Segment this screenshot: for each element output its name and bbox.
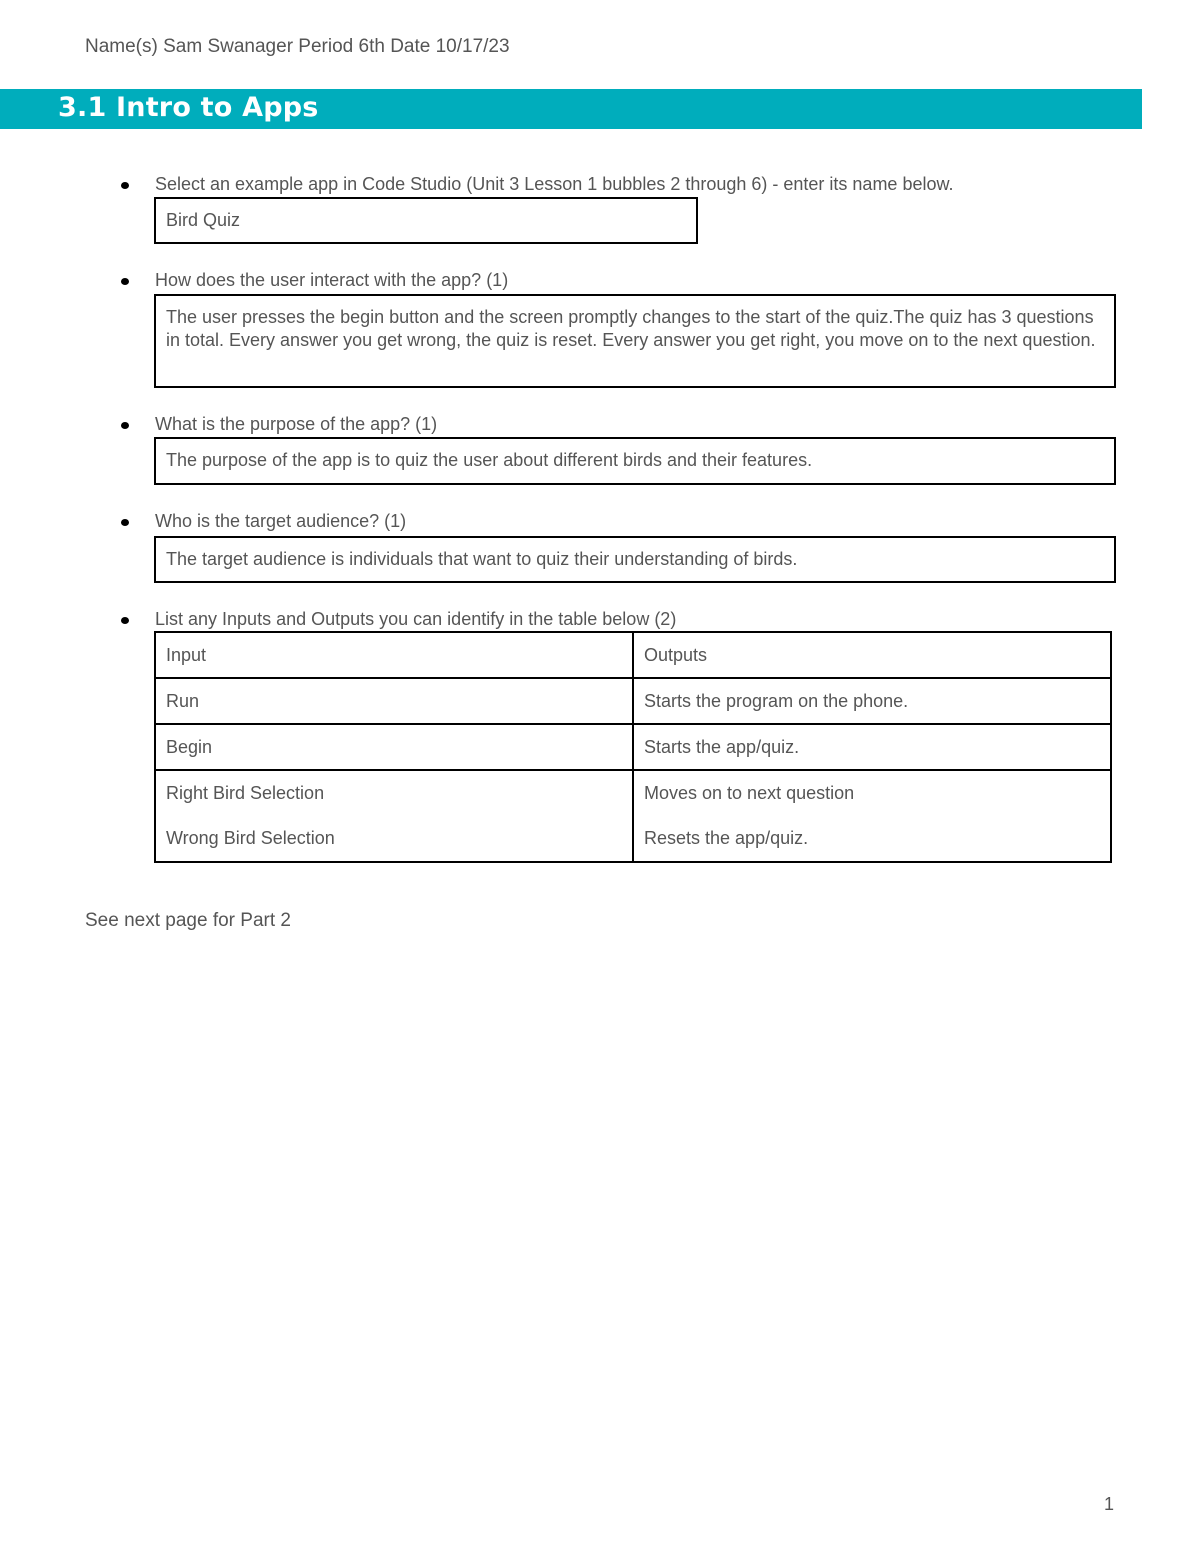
- bullet-icon: [121, 519, 129, 526]
- input-cell[interactable]: [155, 770, 633, 862]
- output-line: Resets the app/quiz.: [644, 828, 809, 848]
- bullet-icon: [121, 617, 129, 624]
- section-title-bar: [0, 89, 1142, 129]
- bullet-icon: [121, 278, 129, 285]
- question-1-prompt: Select an example app in Code Studio (Unit 3 Lesson 1 bubbles 2 through 6) - enter its name below.: [155, 174, 954, 194]
- table-row: [155, 770, 1111, 862]
- header-name-period-date: Name(s) Sam Swanager Period 6th Date 10/17/23: [85, 36, 510, 57]
- input-column-header: Input: [155, 632, 633, 678]
- bullet-icon: [121, 182, 129, 189]
- output-cell[interactable]: [633, 770, 1111, 862]
- input-cell[interactable]: Run: [155, 678, 633, 724]
- question-3-answer-field[interactable]: The purpose of the app is to quiz the user about different birds and their features.: [154, 437, 1116, 485]
- bullet-icon: [121, 422, 129, 429]
- input-cell[interactable]: Begin: [155, 724, 633, 770]
- table-row: [155, 724, 1111, 770]
- question-3-prompt: What is the purpose of the app? (1): [155, 414, 438, 434]
- table-header-row: [155, 632, 1111, 678]
- question-4-answer-field[interactable]: The target audience is individuals that want to quiz their understanding of birds.: [154, 536, 1116, 583]
- footer-note: See next page for Part 2: [85, 910, 291, 931]
- outputs-column-header: Outputs: [633, 632, 1111, 678]
- page-title: 3.1 Intro to Apps: [58, 92, 319, 123]
- question-2-answer-field[interactable]: The user presses the begin button and the screen promptly changes to the start of the quiz.The quiz has 3 questions in total. Every answer you get wrong, the quiz is reset. Every answer you get right, you move on to the next question.: [154, 294, 1116, 388]
- input-line: Right Bird Selection: [166, 783, 325, 803]
- output-cell[interactable]: Starts the program on the phone.: [633, 678, 1111, 724]
- question-2-prompt: How does the user interact with the app? (1): [155, 270, 509, 290]
- question-4-prompt: Who is the target audience? (1): [155, 511, 407, 531]
- input-line: Wrong Bird Selection: [166, 828, 335, 848]
- page-number: 1: [1104, 1494, 1115, 1514]
- inputs-outputs-table: [154, 631, 1112, 863]
- question-1-answer-field[interactable]: Bird Quiz: [154, 197, 698, 244]
- question-5-prompt: List any Inputs and Outputs you can identify in the table below (2): [155, 609, 677, 629]
- table-row: [155, 678, 1111, 724]
- output-cell[interactable]: Starts the app/quiz.: [633, 724, 1111, 770]
- output-line: Moves on to next question: [644, 783, 855, 803]
